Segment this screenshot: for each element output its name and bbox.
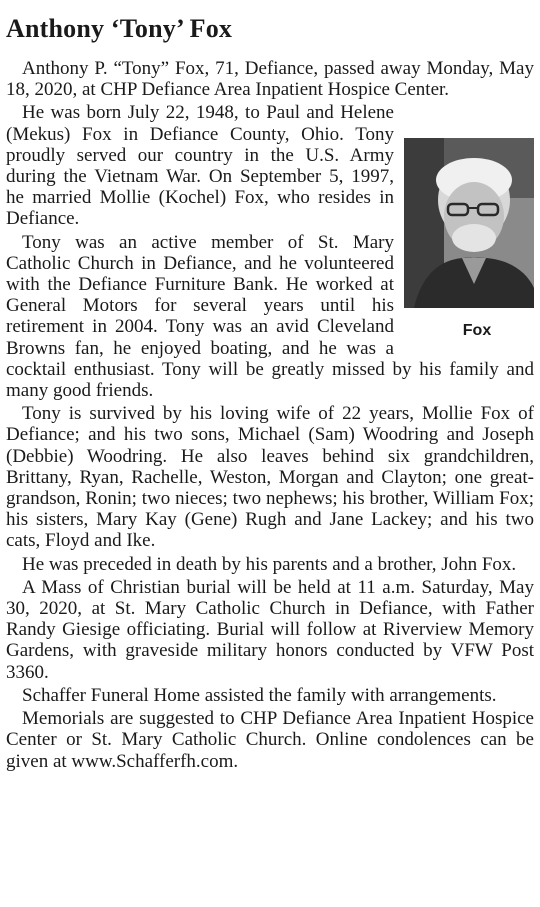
- paragraph-activities: Tony was an active member of St. Mary Catholic Church in Defiance, and he volunteered with the Defiance Furniture Bank. He worked at General Motors for several years until his retirement in 2004. Tony was an avid Cleveland Browns fan, he enjoyed boating, and he was a cocktail enthusiast. Tony will be greatly missed by his family and many good friends.: [6, 231, 534, 402]
- portrait-image: [404, 138, 534, 308]
- paragraph-funeral-home: Schaffer Funeral Home assisted the family with arrangements.: [22, 684, 497, 706]
- paragraph-death-notice: Anthony P. “Tony” Fox, 71, Defiance, passed away Monday, May 18, 2020, at CHP Defiance Area Inpatient Hospice Center.: [6, 58, 534, 101]
- paragraph-memorials: Memorials are suggested to CHP Defiance Area Inpatient Hospice Center or St. Mary Catholic Church. Online condolences can be given at www.Schafferfh.com.: [6, 708, 534, 772]
- paragraph-birth-and-service-text: He was born July 22, 1948, to Paul and Helene (Mekus) Fox in Defiance County, Ohio. Tony proudly served our country in the U.S. Army during the Vietnam War. On September 5, 1997, he married Mollie (Kochel) Fox, who resides in Defiance.: [6, 102, 394, 230]
- paragraph-survivors: Tony is survived by his loving wife of 22 years, Mollie Fox of Defiance; and his two sons, Michael (Sam) Woodring and Joseph (Debbie) Woodring. He also leaves behind six grandchildren, Brittany, Ryan, Rachelle, Weston, Morgan and Clayton; one great-grandson, Ronin; two nieces; two nephews; his brother, William Fox; his sisters, Mary Kay (Gene) Rugh and Jane Lackey; and his two cats, Floyd and Ike.: [6, 403, 534, 552]
- paragraph-preceded: He was preceded in death by his parents and a brother, John Fox.: [22, 553, 517, 575]
- obituary-title: Anthony ‘Tony’ Fox: [6, 14, 233, 43]
- portrait-photo: [404, 138, 534, 308]
- paragraph-services: A Mass of Christian burial will be held at 11 a.m. Saturday, May 30, 2020, at St. Mary Catholic Church in Defiance, with Father Randy Giesige officiating. Burial will follow at Riverview Memory Gardens, with graveside military honors conducted by VFW Post 3360.: [6, 576, 534, 683]
- portrait-figure: [404, 138, 534, 341]
- portrait-caption: Fox: [462, 322, 492, 340]
- obituary-body: [6, 58, 534, 772]
